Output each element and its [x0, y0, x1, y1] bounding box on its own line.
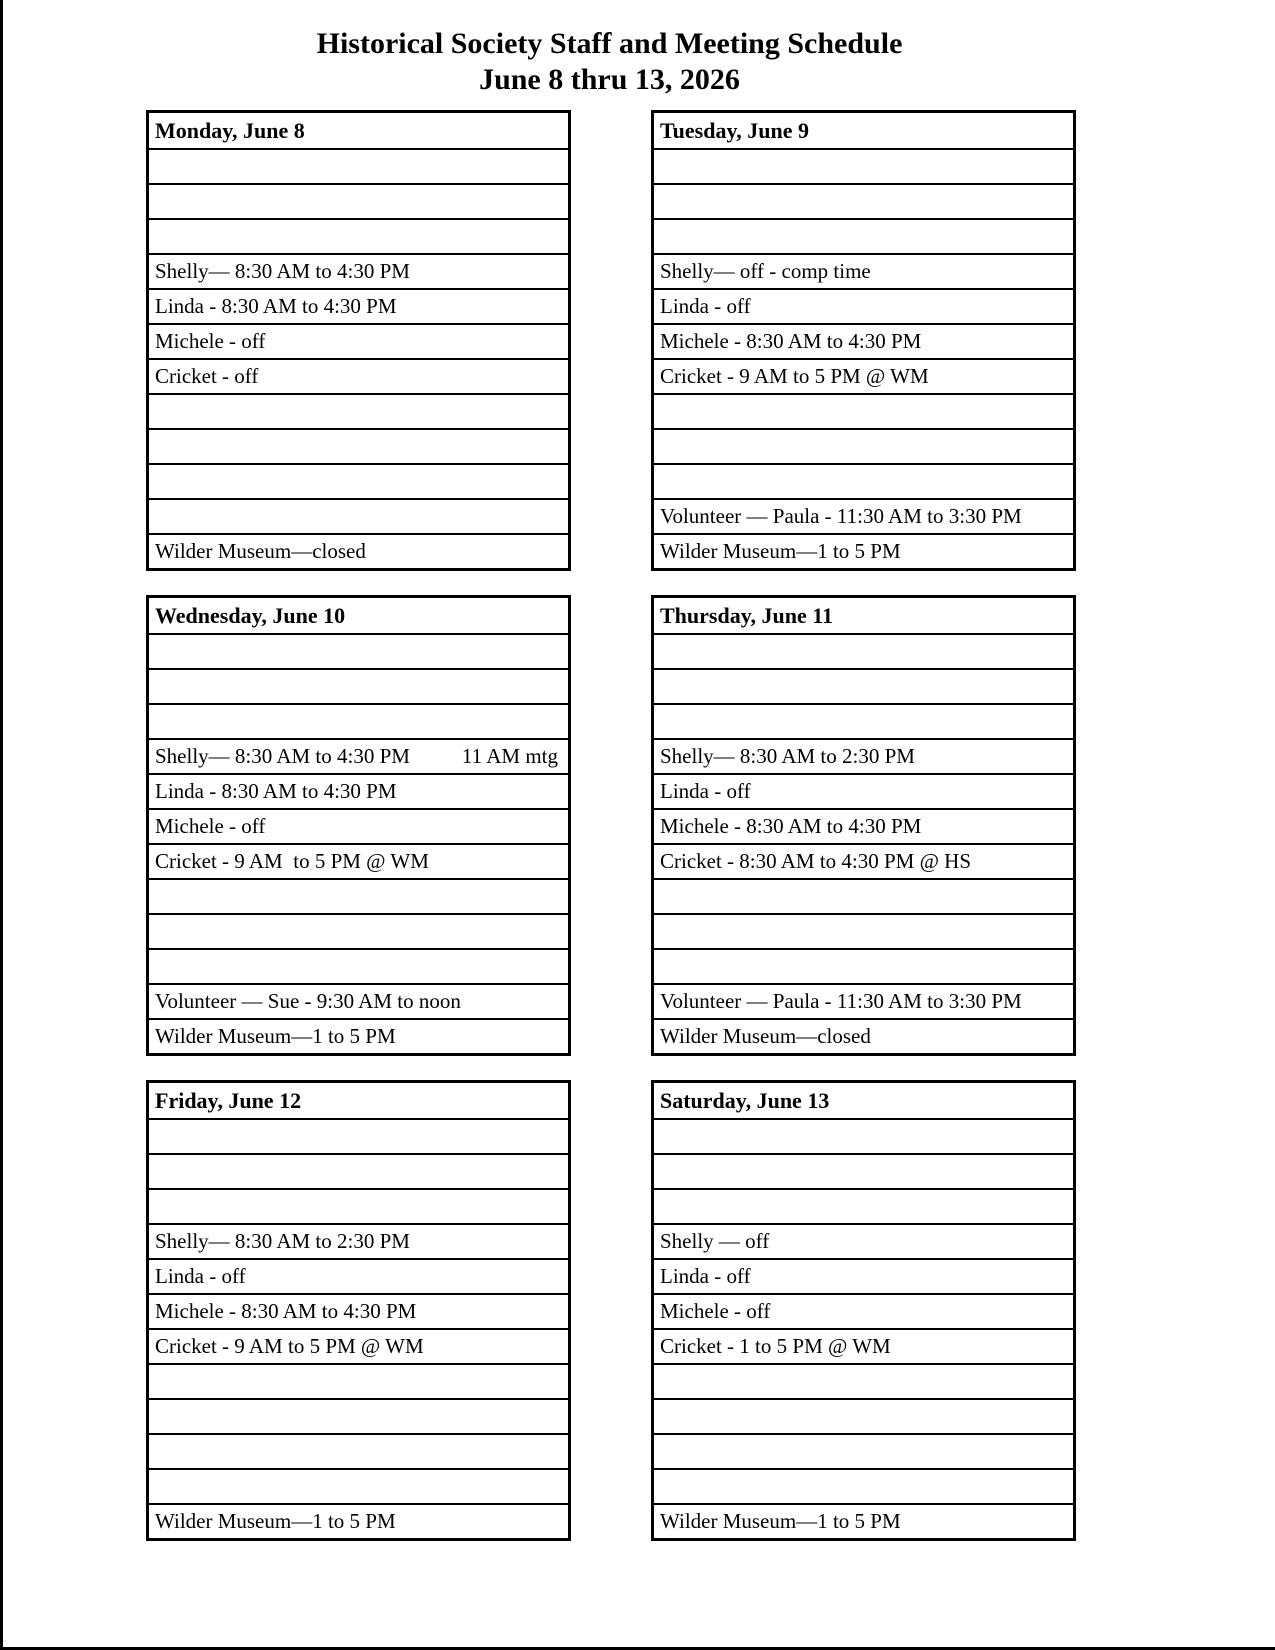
row-text: Cricket - 9 AM to 5 PM @ WM	[660, 364, 929, 388]
schedule-row-empty	[149, 1433, 568, 1468]
schedule-row	[149, 738, 568, 773]
row-text: Cricket - 9 AM to 5 PM @ WM	[155, 849, 429, 873]
schedule-row-empty	[654, 393, 1073, 428]
schedule-row	[654, 738, 1073, 773]
row-text: Cricket - 9 AM to 5 PM @ WM	[155, 1334, 424, 1358]
row-text: Michele - off	[155, 329, 266, 353]
row-text: Linda - 8:30 AM to 4:30 PM	[155, 294, 397, 318]
schedule-row-empty	[654, 148, 1073, 183]
schedule-row-empty	[149, 1363, 568, 1398]
schedule-row-empty	[654, 1363, 1073, 1398]
day-box-tuesday-june-9	[651, 110, 1076, 571]
schedule-row-empty	[149, 428, 568, 463]
schedule-row	[149, 323, 568, 358]
day-header: Thursday, June 11	[660, 603, 834, 628]
row-text: Shelly — off	[660, 1229, 770, 1253]
day-header: Friday, June 12	[155, 1088, 302, 1113]
row-text: Linda - off	[660, 779, 751, 803]
day-box-thursday-june-11	[651, 595, 1076, 1056]
day-box-saturday-june-13	[651, 1080, 1076, 1541]
schedule-row-empty	[149, 498, 568, 533]
schedule-row-empty	[149, 1468, 568, 1503]
schedule-row	[149, 843, 568, 878]
schedule-row-empty	[149, 1118, 568, 1153]
schedule-row-empty	[654, 878, 1073, 913]
schedule-row-empty	[149, 948, 568, 983]
schedule-row	[654, 1258, 1073, 1293]
schedule-row-empty	[654, 1118, 1073, 1153]
row-text: Wilder Museum—closed	[660, 1024, 871, 1048]
day-header: Tuesday, June 9	[660, 118, 809, 143]
schedule-row-empty	[149, 668, 568, 703]
page-title	[146, 0, 1073, 98]
schedule-row	[149, 253, 568, 288]
row-text: Cricket - 1 to 5 PM @ WM	[660, 1334, 891, 1358]
row-text: Volunteer — Paula - 11:30 AM to 3:30 PM	[660, 504, 1022, 528]
schedule-row	[149, 1258, 568, 1293]
schedule-row	[149, 358, 568, 393]
row-text: Shelly— 8:30 AM to 2:30 PM	[660, 744, 915, 768]
row-text: Linda - off	[660, 294, 751, 318]
row-text: Wilder Museum—1 to 5 PM	[155, 1509, 396, 1533]
schedule-row-empty	[654, 428, 1073, 463]
row-text: Wilder Museum—1 to 5 PM	[660, 1509, 901, 1533]
schedule-row	[654, 253, 1073, 288]
schedule-row	[654, 808, 1073, 843]
schedule-row-empty	[654, 463, 1073, 498]
schedule-row	[654, 323, 1073, 358]
schedule-row	[654, 1223, 1073, 1258]
day-header: Wednesday, June 10	[155, 603, 346, 628]
schedule-row-empty	[654, 948, 1073, 983]
schedule-row	[654, 358, 1073, 393]
title-line-1: Historical Society Staff and Meeting Schedule	[316, 27, 903, 60]
row-text: Cricket - 8:30 AM to 4:30 PM @ HS	[660, 849, 972, 873]
schedule-row	[654, 773, 1073, 808]
schedule-row-empty	[149, 218, 568, 253]
schedule-row-empty	[654, 1153, 1073, 1188]
schedule-row	[149, 1018, 568, 1053]
schedule-row	[654, 533, 1073, 568]
schedule-row-empty	[149, 148, 568, 183]
row-text: Shelly— 8:30 AM to 4:30 PM	[155, 744, 410, 768]
day-box-monday-june-8	[146, 110, 571, 571]
schedule-row	[149, 983, 568, 1018]
schedule-row	[654, 498, 1073, 533]
schedule-row-empty	[654, 913, 1073, 948]
schedule-row-empty	[654, 183, 1073, 218]
schedule-row	[149, 1328, 568, 1363]
schedule-row	[654, 288, 1073, 323]
day-header: Saturday, June 13	[660, 1088, 830, 1113]
row-text: Linda - 8:30 AM to 4:30 PM	[155, 779, 397, 803]
row-text: Volunteer — Sue - 9:30 AM to noon	[155, 989, 461, 1013]
schedule-grid	[146, 110, 1076, 1541]
row-text: Michele - off	[660, 1299, 771, 1323]
row-text: Wilder Museum—1 to 5 PM	[660, 539, 901, 563]
row-text: Michele - 8:30 AM to 4:30 PM	[155, 1299, 417, 1323]
row-text: Michele - 8:30 AM to 4:30 PM	[660, 329, 922, 353]
schedule-row-empty	[149, 463, 568, 498]
schedule-row-empty	[149, 703, 568, 738]
schedule-row	[149, 773, 568, 808]
schedule-row-empty	[654, 1188, 1073, 1223]
row-text: Volunteer — Paula - 11:30 AM to 3:30 PM	[660, 989, 1022, 1013]
schedule-row	[149, 1293, 568, 1328]
schedule-row-empty	[654, 1468, 1073, 1503]
schedule-row-empty	[654, 1433, 1073, 1468]
schedule-row-empty	[149, 913, 568, 948]
schedule-row	[654, 1328, 1073, 1363]
row-note: 11 AM mtg	[461, 744, 558, 768]
row-text: Linda - off	[660, 1264, 751, 1288]
row-text: Cricket - off	[155, 364, 259, 388]
schedule-row-empty	[149, 1188, 568, 1223]
schedule-row	[654, 983, 1073, 1018]
schedule-row-empty	[149, 878, 568, 913]
title-line-2: June 8 thru 13, 2026	[479, 63, 740, 96]
row-text: Wilder Museum—closed	[155, 539, 366, 563]
row-text: Michele - off	[155, 814, 266, 838]
schedule-row-empty	[149, 633, 568, 668]
schedule-row	[654, 1503, 1073, 1538]
row-text: Shelly— off - comp time	[660, 259, 871, 283]
day-header: Monday, June 8	[155, 118, 305, 143]
schedule-row-empty	[654, 668, 1073, 703]
schedule-row-empty	[654, 633, 1073, 668]
row-text: Shelly— 8:30 AM to 4:30 PM	[155, 259, 410, 283]
schedule-row	[149, 1503, 568, 1538]
schedule-row	[149, 288, 568, 323]
schedule-row-empty	[149, 183, 568, 218]
schedule-row	[149, 533, 568, 568]
row-text: Shelly— 8:30 AM to 2:30 PM	[155, 1229, 410, 1253]
row-text: Michele - 8:30 AM to 4:30 PM	[660, 814, 922, 838]
schedule-row-empty	[654, 218, 1073, 253]
schedule-row-empty	[654, 703, 1073, 738]
schedule-row	[654, 1018, 1073, 1053]
schedule-row	[654, 843, 1073, 878]
day-box-friday-june-12	[146, 1080, 571, 1541]
schedule-row-empty	[149, 393, 568, 428]
schedule-row-empty	[149, 1153, 568, 1188]
day-box-wednesday-june-10	[146, 595, 571, 1056]
schedule-row	[149, 808, 568, 843]
schedule-row-empty	[149, 1398, 568, 1433]
row-text: Linda - off	[155, 1264, 246, 1288]
schedule-row	[149, 1223, 568, 1258]
schedule-row	[654, 1293, 1073, 1328]
schedule-row-empty	[654, 1398, 1073, 1433]
row-text: Wilder Museum—1 to 5 PM	[155, 1024, 396, 1048]
